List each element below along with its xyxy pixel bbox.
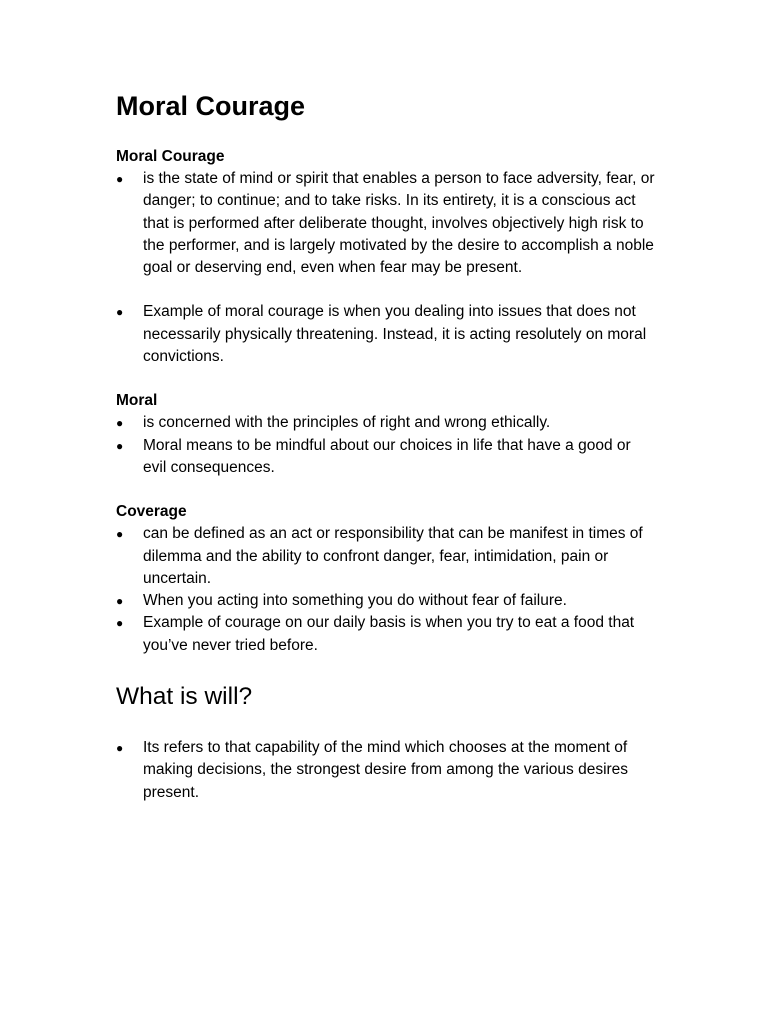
list-item	[116, 168, 656, 279]
list-item	[116, 435, 656, 480]
list-item-text: is concerned with the principles of right and wrong ethically.	[143, 414, 551, 432]
list-item-text: is the state of mind or spirit that enables a person to face adversity, fear, or danger; to continue; and to take risks. In its entirety, it is a conscious act that is performed after deliberate thought, involves objectively high risk to the performer, and is largely motivated by the desire to accomplish a noble goal or deserving end, even when fear may be present.	[143, 170, 655, 277]
list-item	[116, 523, 656, 590]
bullet-icon: ●	[116, 416, 124, 431]
list-item	[116, 590, 656, 612]
document-title: Moral Courage	[116, 91, 306, 121]
list-item-text: Its refers to that capability of the mind which chooses at the moment of making decisions, the strongest desire from among the various desires present.	[143, 739, 629, 801]
bullet-icon: ●	[116, 172, 124, 186]
list-item	[116, 612, 656, 657]
list-item-text: When you acting into something you do without fear of failure.	[143, 592, 567, 610]
section-heading: Moral	[116, 392, 158, 410]
list-item-text: Moral means to be mindful about our choices in life that have a good or evil consequences.	[143, 436, 631, 476]
bullet-icon: ●	[116, 438, 124, 453]
bullet-list	[116, 523, 656, 657]
bullet-icon: ●	[116, 527, 124, 542]
section-moral	[116, 390, 656, 479]
bullet-list	[116, 412, 656, 479]
section-moral-courage	[116, 146, 656, 368]
list-item	[116, 737, 656, 804]
section-coverage	[116, 501, 656, 657]
list-item	[116, 301, 656, 368]
document-page	[116, 86, 656, 804]
list-item-text: Example of courage on our daily basis is when you try to eat a food that you’ve never tried before.	[143, 614, 635, 654]
list-item	[116, 412, 656, 434]
section-heading: Coverage	[116, 503, 187, 521]
section-heading: Moral Courage	[116, 148, 225, 165]
bullet-list	[116, 737, 656, 804]
bullet-icon: ●	[116, 741, 124, 756]
bullet-icon: ●	[116, 616, 124, 631]
list-item-text: can be defined as an act or responsibility that can be manifest in times of dilemma and the ability to confront danger, fear, intimidation, pain or uncertain.	[143, 525, 643, 587]
bullet-list	[116, 168, 656, 368]
bullet-icon: ●	[116, 305, 124, 320]
list-item-text: Example of moral courage is when you dealing into issues that does not necessarily physically threatening. Instead, it is acting resolutely on moral convictions.	[143, 303, 647, 366]
bullet-icon: ●	[116, 594, 124, 609]
section-title-will: What is will?	[116, 683, 253, 711]
